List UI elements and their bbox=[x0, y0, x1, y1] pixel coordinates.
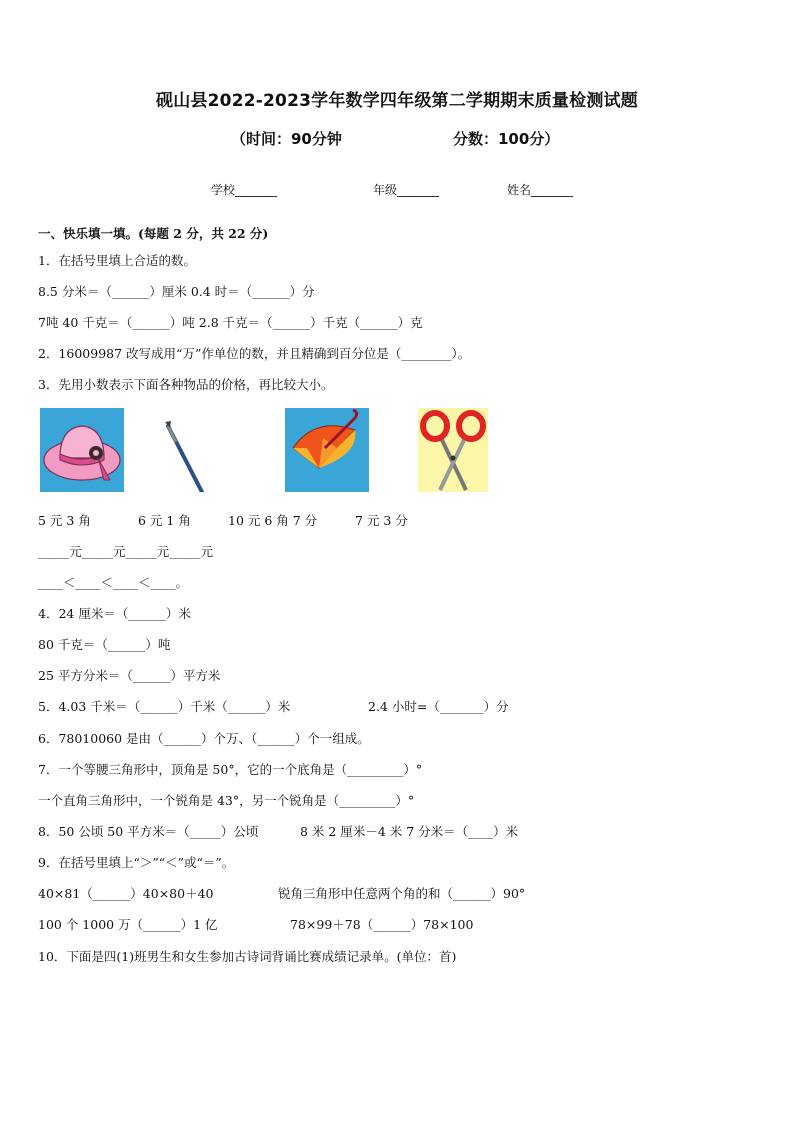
question-9d: 78×99＋78（______）78×100 bbox=[290, 917, 474, 932]
question-7a: 7．一个等腰三角形中，顶角是 50°，它的一个底角是（_________）° bbox=[38, 762, 423, 777]
question-2: 2．16009987 改写成用“万”作单位的数，并且精确到百分位是（________）。 bbox=[38, 346, 471, 361]
price-blanks: _____元_____元_____元_____元 bbox=[38, 544, 214, 559]
price-compare: ____＜____＜____＜____。 bbox=[38, 575, 189, 590]
pen-image bbox=[162, 408, 246, 492]
question-1a: 8.5 分米＝（______）厘米 0.4 时＝（______）分 bbox=[38, 284, 315, 299]
section-heading: 一、快乐填一填。(每题 2 分，共 22 分) bbox=[38, 226, 269, 241]
exam-score: 分数：100分） bbox=[453, 130, 560, 148]
question-8b: 8 米 2 厘米－4 米 7 分米＝（____）米 bbox=[300, 824, 519, 839]
question-1b: 7吨 40 千克＝（______）吨 2.8 千克＝（______）千克（______）克 bbox=[38, 315, 423, 330]
question-3: 3．先用小数表示下面各种物品的价格，再比较大小。 bbox=[38, 377, 334, 392]
question-5b: 2.4 小时=（_______）分 bbox=[368, 699, 509, 714]
question-6: 6．78010060 是由（______）个万、（______）个一组成。 bbox=[38, 731, 370, 746]
question-9a: 40×81（______）40×80＋40 bbox=[38, 886, 214, 901]
question-9b: 锐角三角形中任意两个角的和（______）90° bbox=[278, 886, 526, 901]
price-umbrella: 10 元 6 角 7 分 bbox=[228, 513, 318, 528]
question-4b: 80 千克＝（______）吨 bbox=[38, 637, 171, 652]
question-5a: 5．4.03 千米＝（______）千米（______）米 bbox=[38, 699, 291, 714]
umbrella-icon bbox=[285, 408, 369, 492]
question-4: 4．24 厘米＝（______）米 bbox=[38, 606, 191, 621]
price-pen: 6 元 1 角 bbox=[138, 513, 191, 528]
question-10: 10．下面是四(1)班男生和女生参加古诗词背诵比赛成绩记录单。(单位：首) bbox=[38, 949, 457, 964]
question-1: 1．在括号里填上合适的数。 bbox=[38, 253, 196, 268]
scissors-icon bbox=[418, 408, 488, 492]
question-8a: 8．50 公顷 50 平方米＝（_____）公顷 bbox=[38, 824, 259, 839]
price-scissors: 7 元 3 分 bbox=[355, 513, 408, 528]
hat-icon bbox=[40, 408, 124, 492]
fountain-pen-icon bbox=[162, 408, 210, 492]
question-9c: 100 个 1000 万（______）1 亿 bbox=[38, 917, 218, 932]
umbrella-image bbox=[285, 408, 369, 492]
price-hat: 5 元 3 角 bbox=[38, 513, 91, 528]
exam-time: （时间：90分钟 bbox=[231, 130, 342, 148]
page-title: 砚山县2022-2023学年数学四年级第二学期期末质量检测试题 bbox=[156, 91, 638, 111]
hat-image bbox=[40, 408, 124, 492]
scissors-image bbox=[418, 408, 502, 492]
school-field: 学校_______ bbox=[211, 183, 278, 197]
question-9: 9．在括号里填上“＞”“＜”或“＝”。 bbox=[38, 855, 235, 870]
question-7b: 一个直角三角形中，一个锐角是 43°，另一个锐角是（_________）° bbox=[38, 793, 415, 808]
name-field: 姓名_______ bbox=[507, 183, 574, 197]
question-4c: 25 平方分米＝（______）平方米 bbox=[38, 668, 221, 683]
grade-field: 年级_______ bbox=[373, 183, 440, 197]
